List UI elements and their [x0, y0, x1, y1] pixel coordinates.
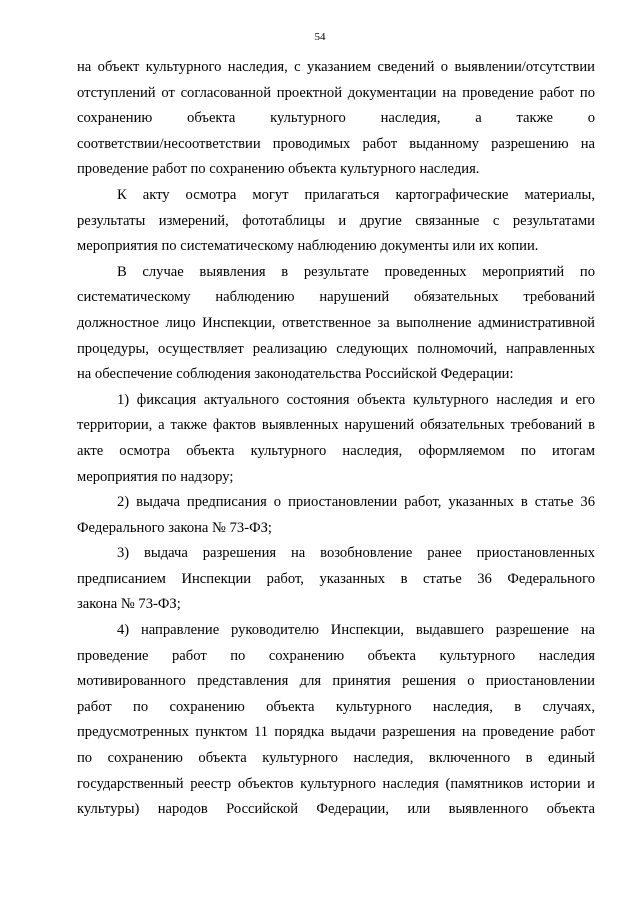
- paragraph-2: [77, 183, 595, 260]
- text-line: на обеспечение соблюдения законодательства Российской Федерации:: [77, 366, 514, 383]
- text-line: систематическому наблюдению нарушений обязательных требований: [77, 289, 595, 306]
- page-number: 54: [314, 31, 326, 43]
- paragraph-3: [77, 260, 595, 388]
- text-line: по сохранению объекта культурного наследия, включенного в единый: [77, 750, 595, 767]
- list-item-4: [77, 618, 595, 823]
- text-line: мероприятия по систематическому наблюдению документы или их копии.: [77, 238, 539, 255]
- text-line: работ по сохранению объекта культурного наследия, в случаях,: [77, 698, 595, 715]
- text-line: закона № 73-ФЗ;: [77, 596, 181, 613]
- text-line: проведение работ по сохранению объекта культурного наследия.: [77, 161, 480, 178]
- text-line: предписанием Инспекции работ, указанных в статье 36 Федерального: [77, 570, 595, 587]
- document-body: [77, 55, 595, 823]
- text-line: 2) выдача предписания о приостановлении работ, указанных в статье 36: [117, 494, 595, 511]
- text-line: на объект культурного наследия, с указанием сведений о выявлении/отсутствии: [77, 59, 595, 75]
- text-line: проведение работ по сохранению объекта культурного наследия: [77, 647, 595, 664]
- paragraph-1: [77, 55, 595, 183]
- text-line: мотивированного представления для принятия решения о приостановлении: [77, 673, 595, 690]
- text-line: мероприятия по надзору;: [77, 468, 234, 485]
- text-line: В случае выявления в результате проведенных мероприятий по: [117, 263, 595, 280]
- text-line: должностное лицо Инспекции, ответственное за выполнение административной: [77, 314, 595, 331]
- text-line: культуры) народов Российской Федерации, или выявленного объекта: [77, 801, 595, 818]
- text-line: 1) фиксация актуального состояния объекта культурного наследия и его: [117, 391, 595, 408]
- text-line: сохранению объекта культурного наследия, а также о: [77, 110, 595, 127]
- text-line: государственный реестр объектов культурного наследия (памятников истории и: [77, 775, 595, 792]
- text-line: Федерального закона № 73-ФЗ;: [77, 519, 272, 536]
- text-line: отступлений от согласованной проектной документации на проведение работ по: [77, 84, 595, 101]
- text-line: соответствии/несоответствии проводимых работ выданному разрешению на: [77, 135, 595, 152]
- text-line: результаты измерений, фототаблицы и другие связанные с результатами: [77, 212, 595, 229]
- text-line: акте осмотра объекта культурного наследия, оформляемом по итогам: [77, 442, 595, 459]
- list-item-2: [77, 490, 595, 541]
- text-line: К акту осмотра могут прилагаться картографические материалы,: [117, 186, 595, 203]
- text-line: территории, а также фактов выявленных нарушений обязательных требований в: [77, 417, 595, 434]
- text-line: 3) выдача разрешения на возобновление ранее приостановленных: [117, 545, 595, 562]
- text-line: предусмотренных пунктом 11 порядка выдачи разрешения на проведение работ: [77, 724, 595, 741]
- text-line: процедуры, осуществляет реализацию следующих полномочий, направленных: [77, 340, 595, 357]
- text-line: 4) направление руководителю Инспекции, выдавшего разрешение на: [117, 622, 595, 639]
- list-item-1: [77, 388, 595, 490]
- list-item-3: [77, 541, 595, 618]
